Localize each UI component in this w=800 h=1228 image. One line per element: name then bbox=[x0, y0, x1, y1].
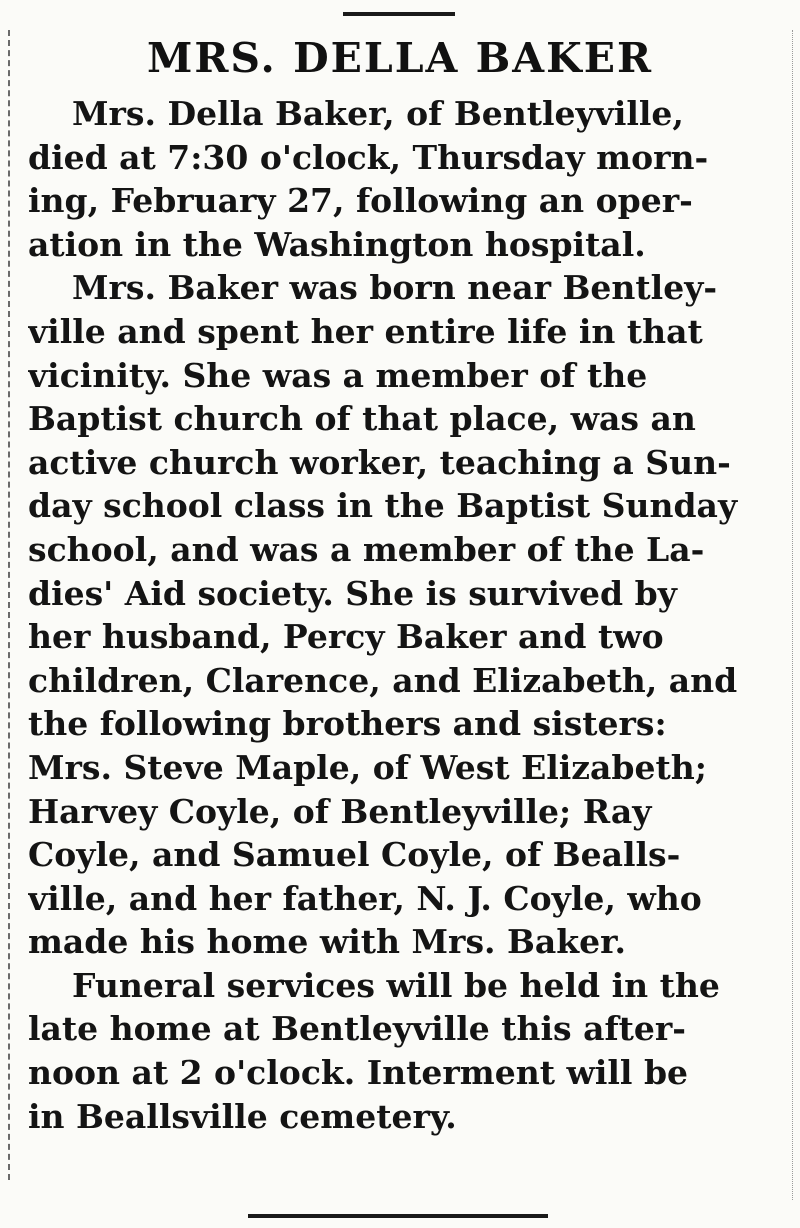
obituary-headline: MRS. DELLA BAKER bbox=[146, 34, 654, 82]
paragraph-2-line-15: ville, and her father, N. J. Coyle, who bbox=[28, 878, 702, 918]
top-rule bbox=[343, 12, 455, 16]
paragraph-2-line-12: Mrs. Steve Maple, of West Elizabeth; bbox=[28, 747, 707, 787]
paragraph-2-line-1: Mrs. Baker was born near Bentley- bbox=[72, 268, 718, 308]
paragraph-3-line-4: in Beallsville cemetery. bbox=[28, 1096, 457, 1136]
paragraph-2-line-16: made his home with Mrs. Baker. bbox=[28, 922, 626, 962]
paragraph-2-line-14: Coyle, and Samuel Coyle, of Bealls- bbox=[28, 835, 681, 875]
paragraph-1-line-2: died at 7:30 o'clock, Thursday morn- bbox=[28, 137, 709, 177]
paragraph-2-line-3: vicinity. She was a member of the bbox=[28, 355, 648, 395]
paragraph-2-line-9: her husband, Percy Baker and two bbox=[28, 617, 664, 657]
obituary-body bbox=[28, 92, 780, 1138]
paragraph-2-line-10: children, Clarence, and Elizabeth, and bbox=[28, 660, 738, 700]
paragraph-1-line-1: Mrs. Della Baker, of Bentleyville, bbox=[72, 94, 684, 133]
paragraph-2-line-8: dies' Aid society. She is survived by bbox=[28, 573, 677, 613]
paragraph-3-line-3: noon at 2 o'clock. Interment will be bbox=[28, 1053, 689, 1093]
paragraph-3-line-1: Funeral services will be held in the bbox=[72, 965, 720, 1005]
paragraph-2-line-6: day school class in the Baptist Sunday bbox=[28, 486, 738, 526]
paragraph-2-line-11: the following brothers and sisters: bbox=[28, 704, 667, 744]
right-cut-edge bbox=[792, 30, 793, 1200]
paragraph-2-line-5: active church worker, teaching a Sun- bbox=[28, 442, 731, 482]
paragraph-1-line-3: ing, February 27, following an oper- bbox=[28, 181, 693, 221]
paragraph-3-line-2: late home at Bentleyville this after- bbox=[28, 1009, 687, 1049]
paragraph-2-line-4: Baptist church of that place, was an bbox=[28, 399, 696, 439]
paragraph-1-line-4: ation in the Washington hospital. bbox=[28, 224, 646, 264]
paragraph-2-line-2: ville and spent her entire life in that bbox=[28, 311, 703, 351]
paragraph-2-line-13: Harvey Coyle, of Bentleyville; Ray bbox=[28, 791, 652, 831]
paragraph-2-line-7: school, and was a member of the La- bbox=[28, 529, 705, 569]
left-cut-edge bbox=[8, 30, 10, 1180]
bottom-rule bbox=[248, 1214, 548, 1218]
